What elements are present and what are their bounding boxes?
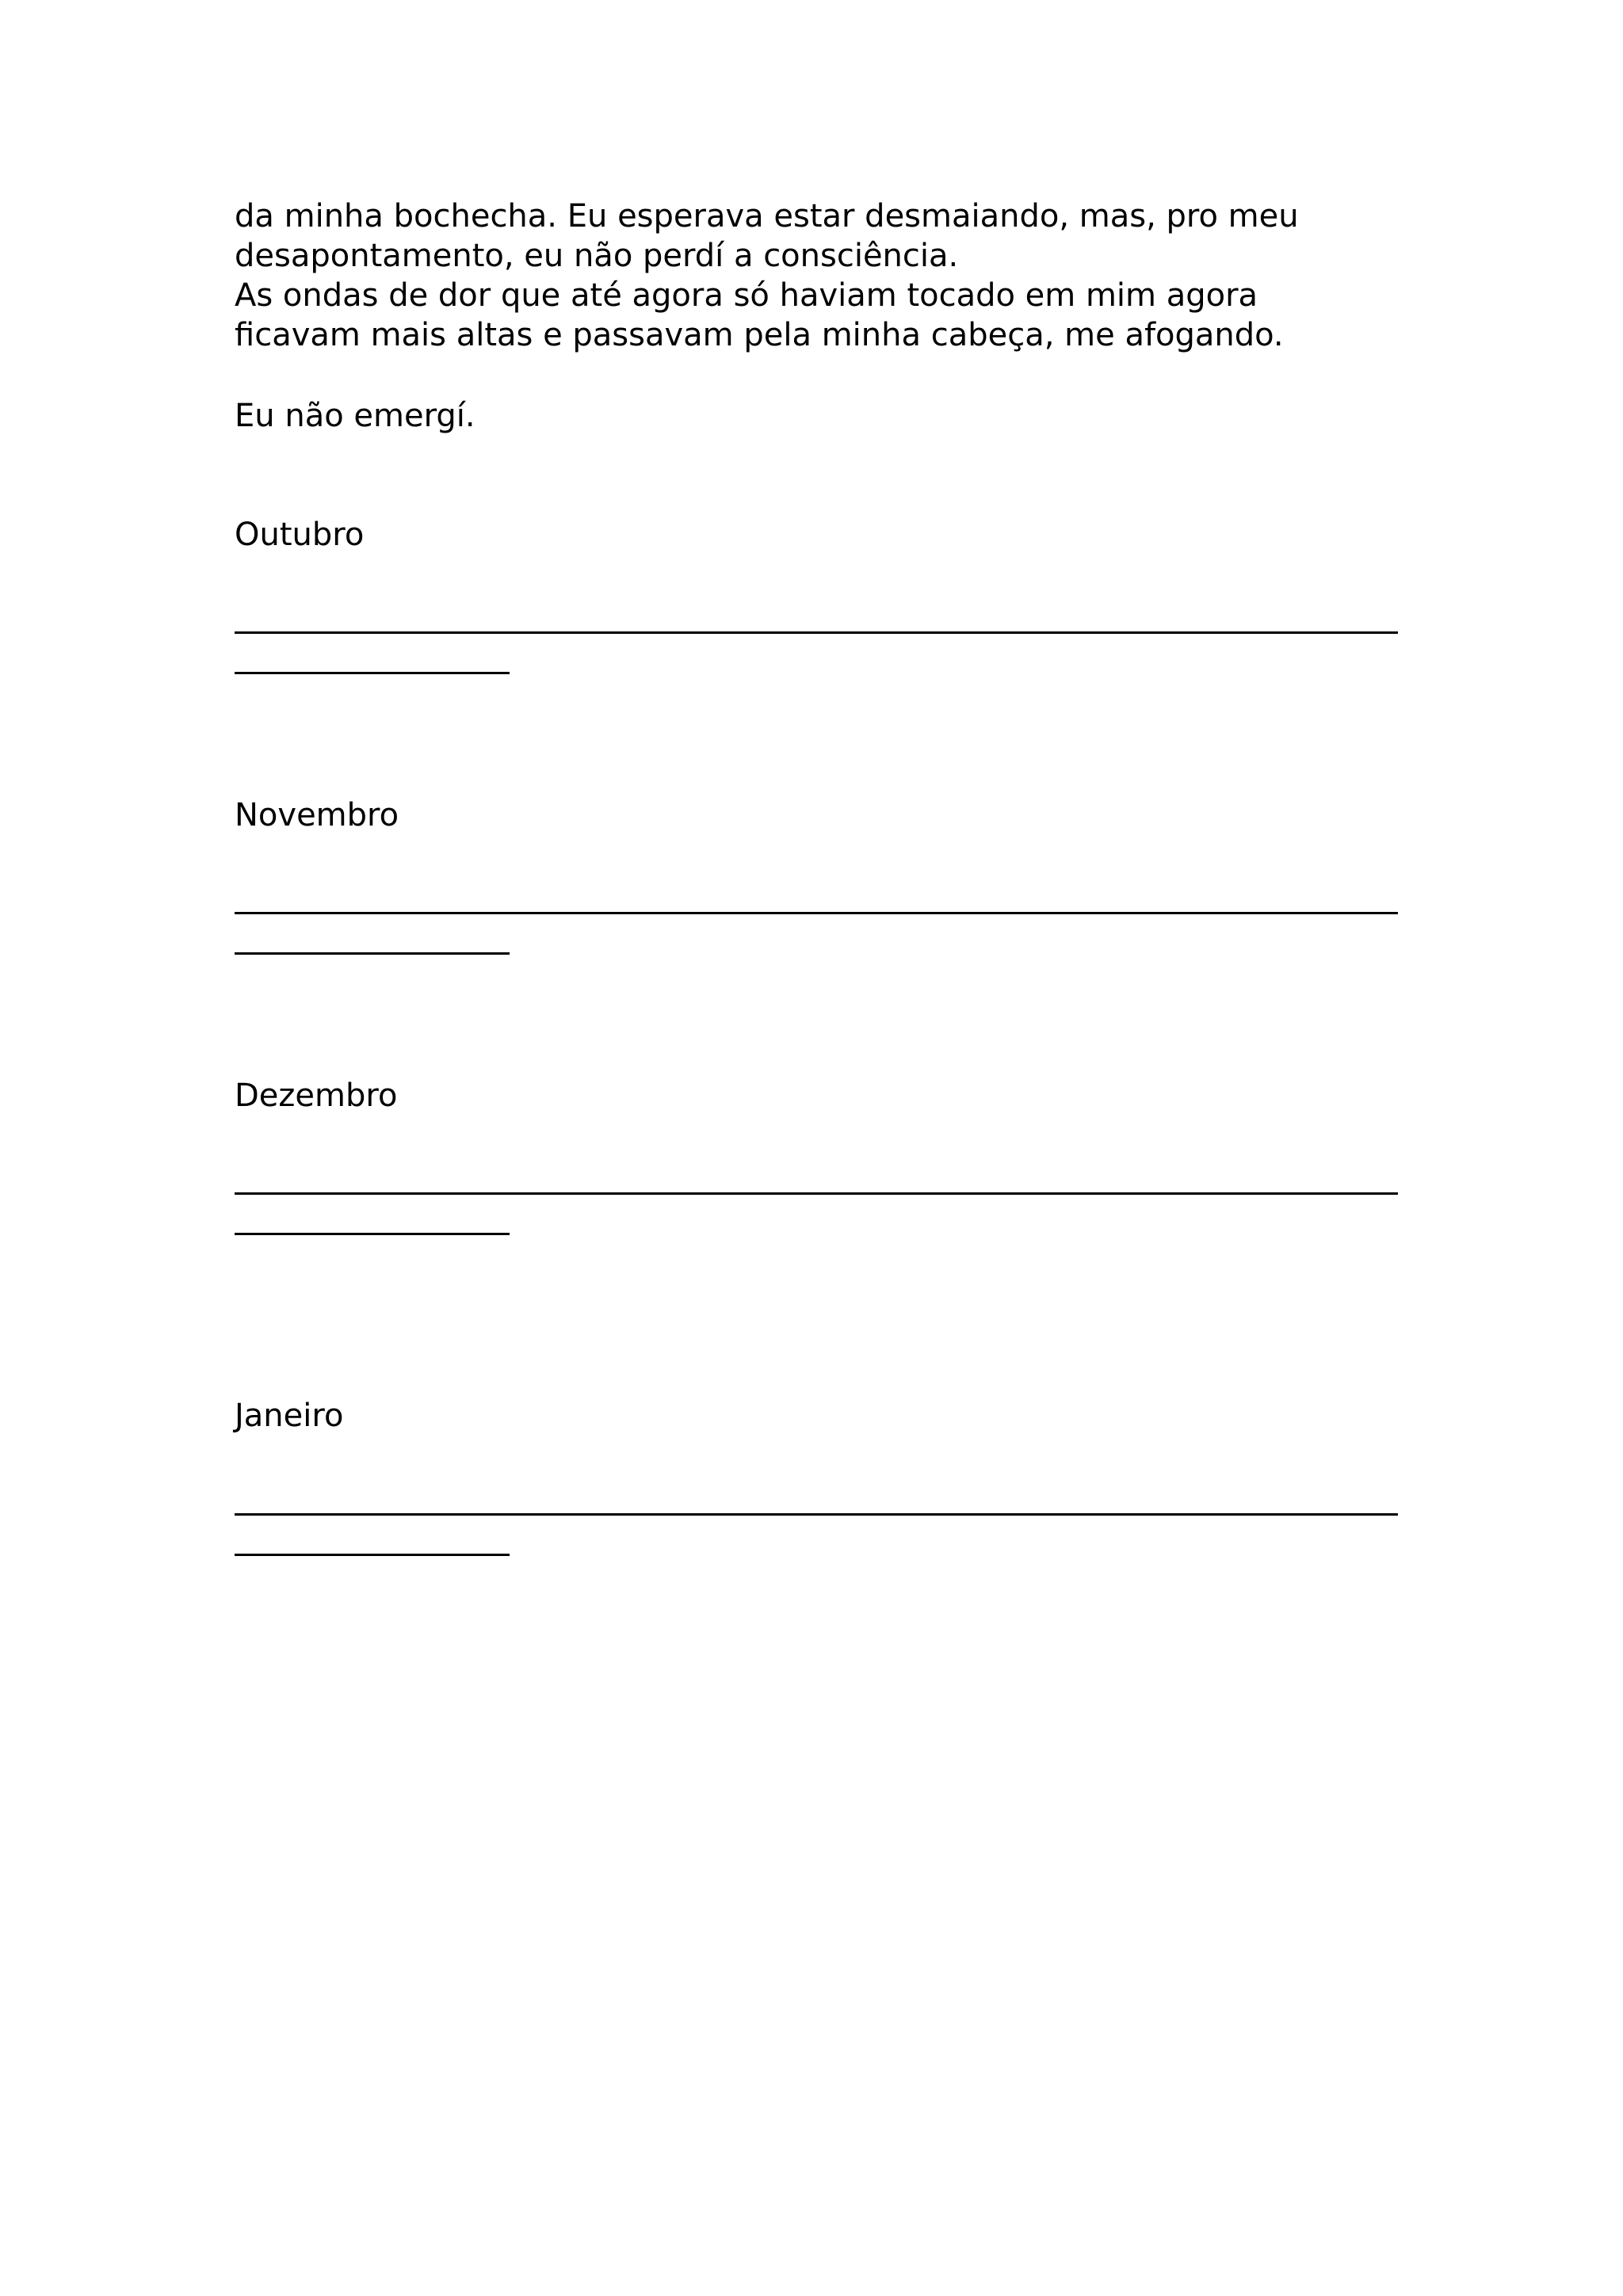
month-label: Janeiro bbox=[235, 1398, 344, 1434]
month-label: Outubro bbox=[235, 517, 365, 553]
blank-line-long bbox=[235, 912, 1398, 914]
blank-line-long bbox=[235, 1192, 1398, 1195]
blank-line-short bbox=[235, 952, 510, 955]
blank-line-short bbox=[235, 672, 510, 674]
blank-line-long bbox=[235, 631, 1398, 634]
body-text-line: desapontamento, eu não perdí a consciência. bbox=[235, 238, 959, 274]
body-text-line: As ondas de dor que até agora só haviam tocado em mim agora bbox=[235, 277, 1258, 314]
body-text-line: ficavam mais altas e passavam pela minha cabeça, me afogando. bbox=[235, 317, 1284, 353]
blank-line-short bbox=[235, 1233, 510, 1235]
month-label: Dezembro bbox=[235, 1077, 398, 1114]
blank-line-long bbox=[235, 1513, 1398, 1516]
blank-line-short bbox=[235, 1554, 510, 1556]
body-text-line: da minha bochecha. Eu esperava estar desmaiando, mas, pro meu bbox=[235, 198, 1299, 235]
body-text-line: Eu não emergí. bbox=[235, 398, 475, 434]
month-label: Novembro bbox=[235, 797, 399, 833]
